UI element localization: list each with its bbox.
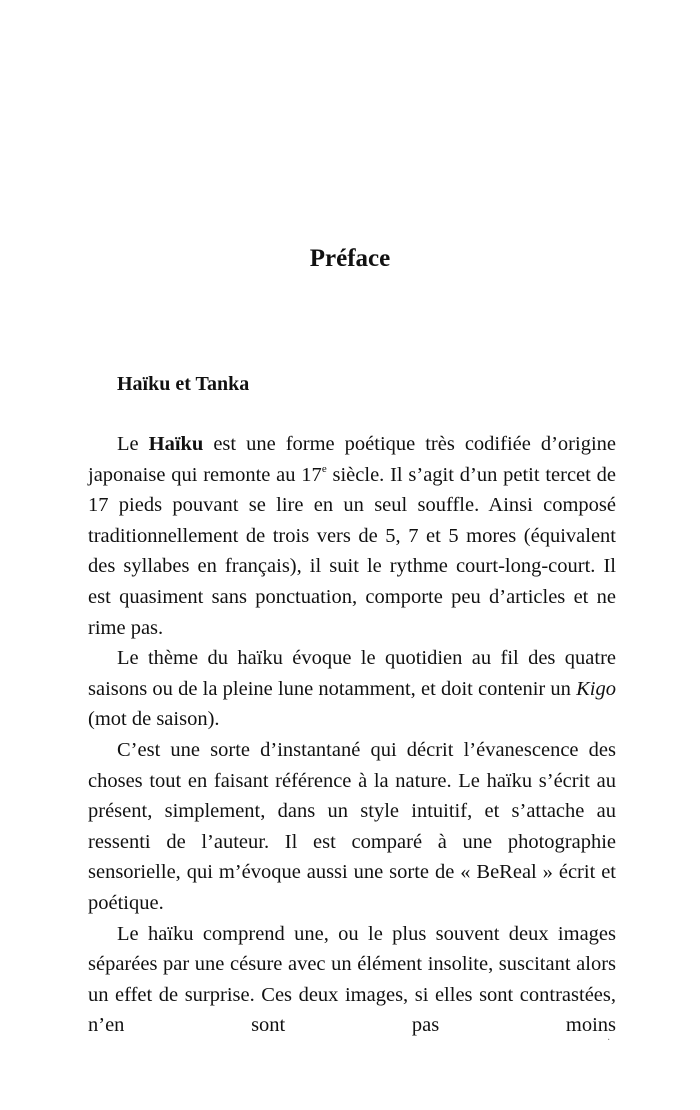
body-text — [88, 429, 616, 1041]
paragraph-text: Le — [117, 433, 149, 455]
paragraph-text: (mot de saison). — [88, 708, 220, 731]
paragraph-text: est une forme poétique très codifiée d’origine japonaise qui remonte au 17 — [88, 433, 616, 486]
superscript-ordinal: e — [321, 462, 327, 475]
paragraph-haiku-theme — [88, 643, 616, 735]
paragraph-text: siècle. Il s’agit d’un petit tercet de 17 pieds pouvant se lire en un seul souffle. Ainsi composé traditionnellement de trois vers de 5, 7 et 5 mores (équivalent des syllabes en français), il suit le rythme court-long-court. Il est quasiment sans ponctuation, comporte peu d’articles et ne rime pas. — [88, 463, 616, 639]
paragraph-haiku-images: Le haïku comprend une, ou le plus souvent deux images séparées par une césure avec un élément insolite, suscitant alors un effet de surprise. Ces deux images, si elles sont contrastées, n’en sont pas moins — [88, 922, 616, 1037]
bold-term-haiku: Haïku — [148, 433, 204, 455]
paragraph-text: Le thème du haïku évoque le quotidien au fil des quatre saisons ou de la pleine lune notamment, et doit contenir un — [88, 647, 616, 700]
paragraph-haiku-definition — [88, 429, 616, 643]
page-corner-mark: · — [607, 1035, 611, 1046]
italic-term-kigo: Kigo — [576, 677, 616, 700]
chapter-title: Préface — [309, 245, 391, 272]
section-title: Haïku et Tanka — [117, 373, 250, 395]
paragraph-haiku-snapshot: C’est une sorte d’instantané qui décrit l’évanescence des choses tout en faisant référence à la nature. Le haïku s’écrit au présent, simplement, dans un style intuitif, et s’attache au ressenti de l’auteur. Il est comparé à une photographie sensorielle, qui m’évoque aussi une sorte de « BeReal » écrit et poétique. — [88, 738, 616, 914]
